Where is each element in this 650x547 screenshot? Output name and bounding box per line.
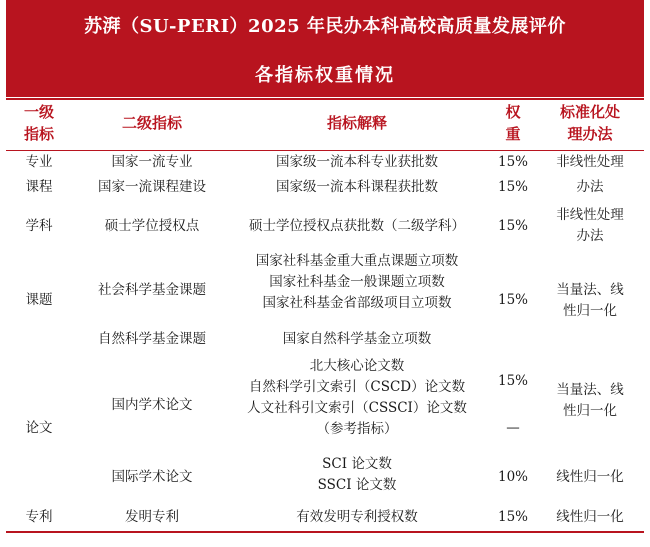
- explanation-social-line3: 国家社科基金省部级项目立项数: [262, 295, 452, 311]
- method-project-line2: 性归一化: [563, 303, 617, 319]
- level1-project: 课题: [25, 292, 53, 308]
- method-intl: 线性归一化: [556, 469, 624, 485]
- header-level2: 二级指标: [121, 114, 182, 132]
- title-line-1: 苏湃（SU-PERI）2025 年民办本科高校高质量发展评价: [84, 16, 566, 37]
- method-project: [536, 280, 644, 322]
- level2-discipline: 硕士学位授权点: [104, 218, 200, 234]
- header-weight: [492, 101, 534, 145]
- weight-intl: 10%: [497, 469, 528, 485]
- level1-major: 专业: [25, 154, 53, 170]
- explanation-social-line1: 国家社科基金重大重点课题立项数: [255, 253, 459, 269]
- header-level1-line1: 一级: [23, 103, 54, 121]
- header-method-line2: 理办法: [567, 125, 613, 143]
- method-discipline: [536, 205, 644, 247]
- explanation-discipline: 硕士学位授权点获批数（二级学科）: [249, 218, 465, 234]
- method-domestic: [536, 380, 644, 422]
- explanation-domestic-line3: 人文社科引文索引（CSSCI）论文数: [247, 400, 467, 416]
- level2-intl: 国际学术论文: [111, 469, 193, 485]
- explanation-social-line2: 国家社科基金一般课题立项数: [269, 274, 445, 290]
- table-top-rule: [6, 98, 644, 100]
- explanation-social: [212, 251, 502, 314]
- level2-major: 国家一流专业: [111, 154, 193, 170]
- level2-natural: 自然科学基金课题: [98, 331, 206, 347]
- explanation-domestic-line4: （参考指标）: [316, 421, 398, 437]
- weight-major: 15%: [497, 154, 528, 170]
- level2-domestic: 国内学术论文: [111, 397, 193, 413]
- level1-course: 课程: [25, 179, 53, 195]
- method-project-line1: 当量法、线: [556, 282, 624, 298]
- explanation-intl-line2: SSCI 论文数: [317, 477, 397, 493]
- table-bottom-rule: [6, 531, 644, 533]
- weight-project: 15%: [497, 292, 528, 308]
- explanation-natural: 国家自然科学基金立项数: [282, 331, 432, 347]
- method-domestic-line2: 性归一化: [563, 403, 617, 419]
- explanation-domestic-line1: 北大核心论文数: [309, 358, 405, 374]
- header-method: [536, 101, 644, 145]
- level1-discipline: 学科: [25, 218, 53, 234]
- weight-course: 15%: [497, 179, 528, 195]
- level2-course: 国家一流课程建设: [98, 179, 206, 195]
- method-discipline-line1: 非线性处理: [556, 207, 624, 223]
- header-divider-rule: [6, 150, 644, 151]
- header-level1-line2: 指标: [23, 125, 54, 143]
- header-weight-line2: 重: [505, 125, 521, 143]
- header-explanation: 指标解释: [326, 114, 387, 132]
- header-method-line1: 标准化处: [559, 103, 620, 121]
- header-level1: [6, 101, 72, 145]
- method-discipline-line2: 办法: [576, 228, 604, 244]
- level1-paper: 论文: [25, 420, 53, 436]
- method-domestic-line1: 当量法、线: [556, 382, 624, 398]
- level2-patent: 发明专利: [125, 509, 179, 525]
- level2-social: 社会科学基金课题: [98, 282, 206, 298]
- explanation-major: 国家级一流本科专业获批数: [276, 154, 438, 170]
- title-line-2: 各指标权重情况: [255, 65, 395, 86]
- header-weight-line1: 权: [505, 103, 521, 121]
- explanation-domestic: [212, 356, 502, 440]
- weight-domestic: 15%: [497, 373, 528, 389]
- method-patent: 线性归一化: [556, 509, 624, 525]
- weight-patent: 15%: [497, 509, 528, 525]
- explanation-course: 国家级一流本科课程获批数: [276, 179, 438, 195]
- method-major: 非线性处理: [556, 154, 624, 170]
- method-course: 办法: [576, 179, 604, 195]
- explanation-domestic-line2: 自然科学引文索引（CSCD）论文数: [248, 379, 466, 395]
- weight-domestic-reference: —: [506, 420, 520, 436]
- level1-patent: 专利: [25, 509, 53, 525]
- title-banner: [6, 0, 644, 97]
- explanation-patent: 有效发明专利授权数: [296, 509, 418, 525]
- explanation-intl: [212, 454, 502, 496]
- explanation-intl-line1: SCI 论文数: [322, 456, 392, 472]
- weight-discipline: 15%: [497, 218, 528, 234]
